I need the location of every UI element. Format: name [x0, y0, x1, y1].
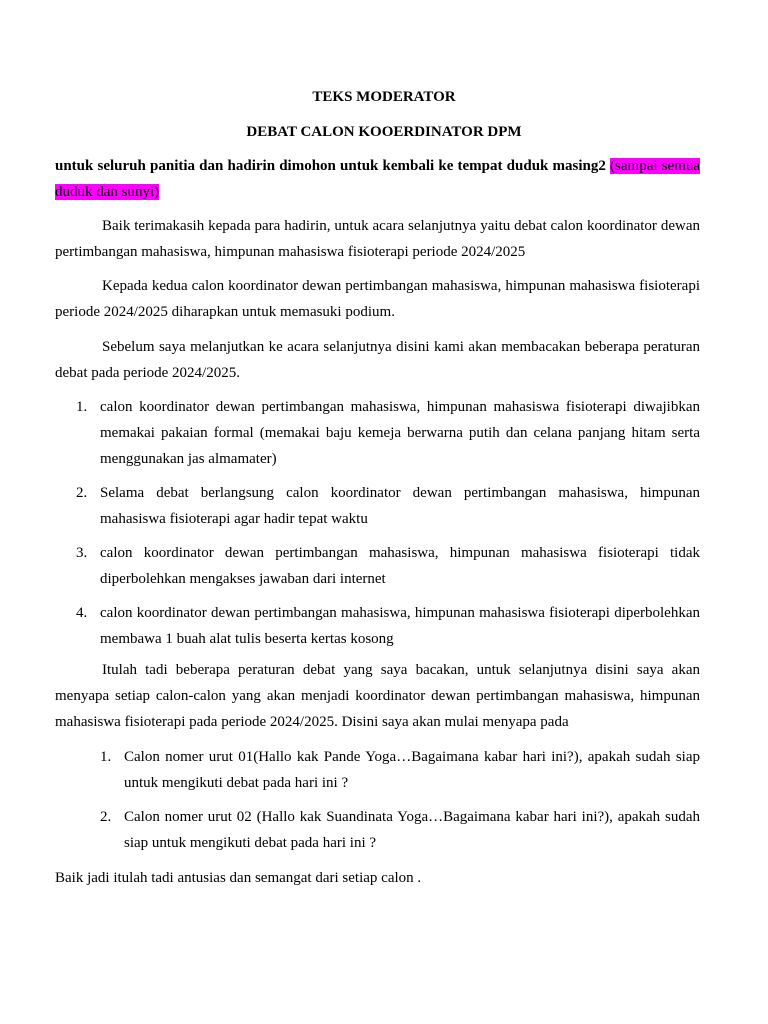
list-number: 2.: [76, 485, 88, 501]
paragraph-rules-intro: Sebelum saya melanjutkan ke acara selanjutnya disini kami akan membacakan beberapa peraturan debat pada periode 2024/2025.: [55, 339, 700, 381]
intro-paragraph: [55, 153, 700, 205]
list-item: [55, 540, 700, 592]
list-number: 4.: [76, 605, 88, 621]
document-title: TEKS MODERATOR: [312, 89, 456, 105]
list-number: 2.: [100, 809, 112, 825]
list-text: calon koordinator dewan pertimbangan mahasiswa, himpunan mahasiswa fisioterapi diperbolehkan membawa 1 buah alat tulis beserta kertas kosong: [100, 605, 700, 647]
list-item: [55, 394, 700, 472]
list-item: [55, 600, 700, 652]
paragraph-podium: Kepada kedua calon koordinator dewan pertimbangan mahasiswa, himpunan mahasiswa fisioterapi periode 2024/2025 diharapkan untuk memasuki podium.: [55, 278, 700, 320]
highlighted-note: (sampai semua duduk dan sunyi): [55, 158, 700, 200]
list-text: calon koordinator dewan pertimbangan mahasiswa, himpunan mahasiswa fisioterapi tidak diperbolehkan mengakses jawaban dari internet: [100, 545, 700, 587]
candidates-list: [100, 744, 700, 856]
rules-list: [55, 394, 700, 652]
list-number: 1.: [100, 749, 112, 765]
closing-paragraph: Baik jadi itulah tadi antusias dan semangat dari setiap calon .: [55, 870, 422, 886]
list-number: 1.: [76, 399, 88, 415]
list-item: [100, 804, 700, 856]
list-text: Calon nomer urut 01(Hallo kak Pande Yoga…Bagaimana kabar hari ini?), apakah sudah siap untuk mengikuti debat pada hari ini ?: [124, 749, 700, 791]
list-number: 3.: [76, 545, 88, 561]
list-text: calon koordinator dewan pertimbangan mahasiswa, himpunan mahasiswa fisioterapi diwajibkan memakai pakaian formal (memakai baju kemeja berwarna putih dan celana panjang hitam serta menggunakan jas almamater): [100, 399, 700, 467]
list-text: Calon nomer urut 02 (Hallo kak Suandinata Yoga…Bagaimana kabar hari ini?), apakah sudah siap untuk mengikuti debat pada hari ini ?: [124, 809, 700, 851]
list-item: [55, 480, 700, 532]
paragraph-welcome: Baik terimakasih kepada para hadirin, untuk acara selanjutnya yaitu debat calon koordinator dewan pertimbangan mahasiswa, himpunan mahasiswa fisioterapi periode 2024/2025: [55, 218, 700, 260]
paragraph-greeting-intro: Itulah tadi beberapa peraturan debat yang saya bacakan, untuk selanjutnya disini saya akan menyapa setiap calon-calon yang akan menjadi koordinator dewan pertimbangan mahasiswa, himpunan mahasiswa fisioterapi pada periode 2024/2025. Disini saya akan mulai menyapa pada: [55, 662, 700, 730]
document-subtitle: DEBAT CALON KOOERDINATOR DPM: [246, 124, 522, 140]
intro-text: untuk seluruh panitia dan hadirin dimohon untuk kembali ke tempat duduk masing2: [55, 158, 611, 174]
list-text: Selama debat berlangsung calon koordinator dewan pertimbangan mahasiswa, himpunan mahasiswa fisioterapi agar hadir tepat waktu: [100, 485, 700, 527]
list-item: [100, 744, 700, 796]
